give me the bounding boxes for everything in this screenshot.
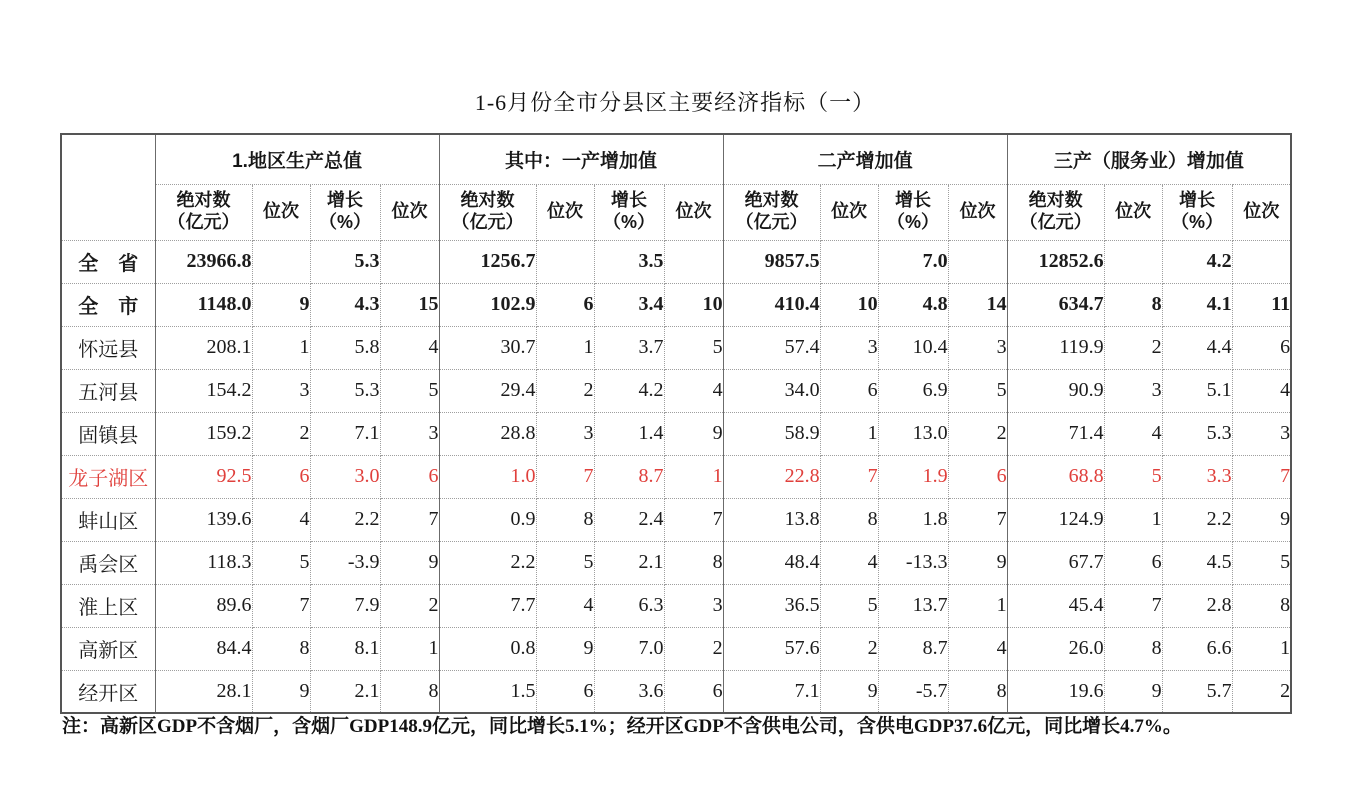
value-cell: -3.9 (310, 541, 380, 584)
sub-header-line1: 增长 (1179, 190, 1216, 211)
row-label: 全 省 (61, 240, 155, 283)
value-cell: -5.7 (878, 670, 948, 713)
table-row (61, 326, 1291, 369)
value-cell: 2 (380, 584, 439, 627)
value-cell (1232, 240, 1291, 283)
value-cell: 5.1 (1162, 369, 1232, 412)
value-cell: 26.0 (1007, 627, 1104, 670)
value-cell: 12852.6 (1007, 240, 1104, 283)
sub-header-line2: （%） (887, 212, 940, 232)
value-cell: 6 (380, 455, 439, 498)
value-cell: 8.7 (878, 627, 948, 670)
value-cell: 14 (948, 283, 1007, 326)
value-cell: 4.3 (310, 283, 380, 326)
value-cell: 5 (380, 369, 439, 412)
value-cell: 57.4 (723, 326, 820, 369)
value-cell: 13.7 (878, 584, 948, 627)
sub-header-line1: 绝对数 (744, 190, 799, 211)
value-cell: 1.0 (439, 455, 536, 498)
value-cell: 6.6 (1162, 627, 1232, 670)
value-cell: 6 (948, 455, 1007, 498)
value-cell: 4.1 (1162, 283, 1232, 326)
table-row (61, 498, 1291, 541)
value-cell: 7.1 (310, 412, 380, 455)
row-label: 龙子湖区 (61, 455, 155, 498)
value-cell: 6 (664, 670, 723, 713)
sub-header-line1: 位次 (263, 201, 299, 222)
value-cell: 9 (1232, 498, 1291, 541)
value-cell: 68.8 (1007, 455, 1104, 498)
value-cell: 9 (380, 541, 439, 584)
value-cell: 2 (948, 412, 1007, 455)
value-cell: 58.9 (723, 412, 820, 455)
row-label: 蚌山区 (61, 498, 155, 541)
value-cell: 7 (1232, 455, 1291, 498)
value-cell: 5.3 (310, 240, 380, 283)
sub-header-absolute (723, 184, 820, 240)
value-cell: 22.8 (723, 455, 820, 498)
value-cell: 23966.8 (155, 240, 252, 283)
value-cell: 0.8 (439, 627, 536, 670)
value-cell: 7.1 (723, 670, 820, 713)
value-cell: 13.0 (878, 412, 948, 455)
value-cell: 89.6 (155, 584, 252, 627)
value-cell: 9 (252, 670, 310, 713)
value-cell: 9 (536, 627, 594, 670)
sub-header-line2: （亿元） (735, 212, 808, 232)
value-cell: 6.9 (878, 369, 948, 412)
sub-header-growth (1162, 184, 1232, 240)
group-header-secondary-industry: 二产增加值 (723, 134, 1007, 184)
value-cell: 4 (948, 627, 1007, 670)
row-label: 淮上区 (61, 584, 155, 627)
value-cell: 67.7 (1007, 541, 1104, 584)
value-cell: 4 (536, 584, 594, 627)
value-cell: 634.7 (1007, 283, 1104, 326)
value-cell: 3 (1232, 412, 1291, 455)
sub-header-growth (878, 184, 948, 240)
value-cell: 10 (664, 283, 723, 326)
sub-header-line1: 增长 (895, 190, 932, 211)
value-cell: 5.3 (310, 369, 380, 412)
value-cell: 6 (536, 283, 594, 326)
value-cell: 6.3 (594, 584, 664, 627)
row-label: 高新区 (61, 627, 155, 670)
value-cell: 3.5 (594, 240, 664, 283)
page-title: 1-6月份全市分县区主要经济指标（一） (474, 90, 876, 115)
value-cell: 90.9 (1007, 369, 1104, 412)
row-label: 五河县 (61, 369, 155, 412)
sub-header-line1: 位次 (1243, 201, 1280, 222)
value-cell: 4 (664, 369, 723, 412)
value-cell: 8 (948, 670, 1007, 713)
value-cell: 7 (948, 498, 1007, 541)
value-cell: 5 (948, 369, 1007, 412)
sub-header-line2: （%） (1171, 212, 1224, 232)
sub-header-rank (1104, 184, 1162, 240)
value-cell: 1.5 (439, 670, 536, 713)
value-cell: 29.4 (439, 369, 536, 412)
value-cell: 10.4 (878, 326, 948, 369)
value-cell: 2.4 (594, 498, 664, 541)
value-cell: 2 (252, 412, 310, 455)
value-cell: 6 (536, 670, 594, 713)
value-cell: 3.6 (594, 670, 664, 713)
value-cell: 1.9 (878, 455, 948, 498)
sub-header-line1: 绝对数 (1028, 190, 1083, 211)
table-row (61, 455, 1291, 498)
group-header-primary-industry: 其中：一产增加值 (439, 134, 723, 184)
table-row (61, 240, 1291, 283)
value-cell: 5.7 (1162, 670, 1232, 713)
value-cell: 7 (664, 498, 723, 541)
value-cell: 2 (820, 627, 878, 670)
value-cell: 2.2 (310, 498, 380, 541)
sub-header-rank (536, 184, 594, 240)
value-cell: 5.8 (310, 326, 380, 369)
group-header-tertiary-industry: 三产（服务业）增加值 (1007, 134, 1291, 184)
sub-header-line1: 绝对数 (460, 190, 515, 211)
value-cell: 2 (1104, 326, 1162, 369)
value-cell: 8 (664, 541, 723, 584)
sub-header-rank (820, 184, 878, 240)
value-cell: 7.9 (310, 584, 380, 627)
value-cell: 6 (820, 369, 878, 412)
table-row (61, 369, 1291, 412)
value-cell: 8.1 (310, 627, 380, 670)
value-cell: 7 (536, 455, 594, 498)
sub-header-growth (594, 184, 664, 240)
value-cell: 102.9 (439, 283, 536, 326)
value-cell: 9 (1104, 670, 1162, 713)
sub-header-absolute (1007, 184, 1104, 240)
value-cell: 3 (948, 326, 1007, 369)
sub-header-line1: 位次 (675, 201, 712, 222)
value-cell: 3.4 (594, 283, 664, 326)
value-cell: 5 (1232, 541, 1291, 584)
value-cell: 3 (820, 326, 878, 369)
value-cell: 2 (536, 369, 594, 412)
value-cell: 1 (820, 412, 878, 455)
value-cell: 1.8 (878, 498, 948, 541)
sub-header-absolute (439, 184, 536, 240)
value-cell: 3.7 (594, 326, 664, 369)
sub-header-line1: 增长 (327, 190, 363, 211)
value-cell: 139.6 (155, 498, 252, 541)
value-cell: 7.0 (594, 627, 664, 670)
value-cell: 1 (380, 627, 439, 670)
sub-header-rank (948, 184, 1007, 240)
sub-header-rank (252, 184, 310, 240)
value-cell: 8 (1104, 627, 1162, 670)
value-cell: 7 (1104, 584, 1162, 627)
value-cell: 118.3 (155, 541, 252, 584)
footnote: 注：高新区GDP不含烟厂，含烟厂GDP148.9亿元，同比增长5.1%；经开区GDP不含供电公司，含供电GDP37.6亿元，同比增长4.7%。 (62, 716, 1182, 737)
table-row (61, 670, 1291, 713)
row-label: 怀远县 (61, 326, 155, 369)
value-cell: 7.0 (878, 240, 948, 283)
value-cell (536, 240, 594, 283)
value-cell: 34.0 (723, 369, 820, 412)
value-cell: 9 (664, 412, 723, 455)
value-cell: 1 (948, 584, 1007, 627)
value-cell: 4 (1104, 412, 1162, 455)
value-cell: 5 (536, 541, 594, 584)
value-cell: 28.8 (439, 412, 536, 455)
value-cell: 3 (252, 369, 310, 412)
sub-header-line1: 增长 (611, 190, 648, 211)
value-cell: 13.8 (723, 498, 820, 541)
value-cell (380, 240, 439, 283)
sub-header-line1: 位次 (391, 201, 428, 222)
value-cell: 1.4 (594, 412, 664, 455)
value-cell: 3 (536, 412, 594, 455)
sub-header-line2: （%） (318, 212, 371, 232)
value-cell: 8 (380, 670, 439, 713)
value-cell: 1 (1104, 498, 1162, 541)
value-cell: 15 (380, 283, 439, 326)
value-cell (252, 240, 310, 283)
value-cell: 71.4 (1007, 412, 1104, 455)
value-cell: 159.2 (155, 412, 252, 455)
table-row (61, 584, 1291, 627)
group-header-row (61, 134, 1291, 184)
value-cell: 2.1 (310, 670, 380, 713)
value-cell: 30.7 (439, 326, 536, 369)
value-cell: 4 (252, 498, 310, 541)
value-cell: 8 (820, 498, 878, 541)
value-cell: 2.2 (1162, 498, 1232, 541)
value-cell: 6 (1232, 326, 1291, 369)
value-cell: 1 (252, 326, 310, 369)
value-cell: 9857.5 (723, 240, 820, 283)
value-cell: 36.5 (723, 584, 820, 627)
sub-header-absolute (155, 184, 252, 240)
row-label: 经开区 (61, 670, 155, 713)
sub-header-row (61, 184, 1291, 240)
value-cell: 10 (820, 283, 878, 326)
sub-header-line2: （亿元） (167, 212, 240, 232)
value-cell: 84.4 (155, 627, 252, 670)
value-cell: 2.1 (594, 541, 664, 584)
value-cell: 3.0 (310, 455, 380, 498)
value-cell: 8 (1104, 283, 1162, 326)
value-cell: 8 (536, 498, 594, 541)
value-cell: 8 (252, 627, 310, 670)
sub-header-line1: 位次 (831, 201, 868, 222)
sub-header-line2: （亿元） (1019, 212, 1092, 232)
value-cell: 7.7 (439, 584, 536, 627)
sub-header-rank (664, 184, 723, 240)
value-cell (820, 240, 878, 283)
sub-header-rank (380, 184, 439, 240)
sub-header-line1: 绝对数 (176, 190, 231, 211)
value-cell: 5.3 (1162, 412, 1232, 455)
value-cell: 57.6 (723, 627, 820, 670)
value-cell: 45.4 (1007, 584, 1104, 627)
value-cell: 154.2 (155, 369, 252, 412)
value-cell: 7 (252, 584, 310, 627)
value-cell: 208.1 (155, 326, 252, 369)
value-cell: 119.9 (1007, 326, 1104, 369)
corner-cell (61, 134, 155, 240)
value-cell: 9 (948, 541, 1007, 584)
value-cell: 48.4 (723, 541, 820, 584)
table-row (61, 627, 1291, 670)
value-cell: 5 (664, 326, 723, 369)
value-cell: 28.1 (155, 670, 252, 713)
row-label: 全 市 (61, 283, 155, 326)
value-cell: 5 (820, 584, 878, 627)
value-cell: 0.9 (439, 498, 536, 541)
value-cell: 410.4 (723, 283, 820, 326)
value-cell: 3 (1104, 369, 1162, 412)
value-cell: 11 (1232, 283, 1291, 326)
value-cell: 4 (820, 541, 878, 584)
value-cell: -13.3 (878, 541, 948, 584)
value-cell: 1 (536, 326, 594, 369)
value-cell: 7 (380, 498, 439, 541)
group-header-gdp: 1.地区生产总值 (155, 134, 439, 184)
row-label: 固镇县 (61, 412, 155, 455)
value-cell: 19.6 (1007, 670, 1104, 713)
value-cell: 4 (1232, 369, 1291, 412)
value-cell: 8 (1232, 584, 1291, 627)
value-cell: 92.5 (155, 455, 252, 498)
value-cell: 1 (664, 455, 723, 498)
sub-header-line1: 位次 (1115, 201, 1152, 222)
table-row (61, 283, 1291, 326)
sub-header-growth (310, 184, 380, 240)
value-cell: 2.8 (1162, 584, 1232, 627)
value-cell: 4.8 (878, 283, 948, 326)
value-cell (1104, 240, 1162, 283)
table-row (61, 541, 1291, 584)
value-cell: 8.7 (594, 455, 664, 498)
value-cell: 4 (380, 326, 439, 369)
value-cell: 2 (664, 627, 723, 670)
value-cell (664, 240, 723, 283)
value-cell: 6 (252, 455, 310, 498)
value-cell: 4.4 (1162, 326, 1232, 369)
value-cell: 7 (820, 455, 878, 498)
table-row (61, 412, 1291, 455)
sub-header-line1: 位次 (959, 201, 996, 222)
value-cell: 4.5 (1162, 541, 1232, 584)
value-cell: 4.2 (1162, 240, 1232, 283)
value-cell: 1256.7 (439, 240, 536, 283)
value-cell: 9 (820, 670, 878, 713)
value-cell: 2 (1232, 670, 1291, 713)
value-cell: 124.9 (1007, 498, 1104, 541)
value-cell: 5 (1104, 455, 1162, 498)
value-cell: 1 (1232, 627, 1291, 670)
value-cell: 3 (380, 412, 439, 455)
value-cell (948, 240, 1007, 283)
value-cell: 3 (664, 584, 723, 627)
sub-header-line1: 位次 (547, 201, 584, 222)
sub-header-line2: （亿元） (451, 212, 524, 232)
sub-header-rank (1232, 184, 1291, 240)
economic-indicators-table (60, 133, 1292, 714)
value-cell: 9 (252, 283, 310, 326)
value-cell: 3.3 (1162, 455, 1232, 498)
value-cell: 5 (252, 541, 310, 584)
sub-header-line2: （%） (603, 212, 656, 232)
value-cell: 6 (1104, 541, 1162, 584)
row-label: 禹会区 (61, 541, 155, 584)
value-cell: 4.2 (594, 369, 664, 412)
value-cell: 1148.0 (155, 283, 252, 326)
value-cell: 2.2 (439, 541, 536, 584)
